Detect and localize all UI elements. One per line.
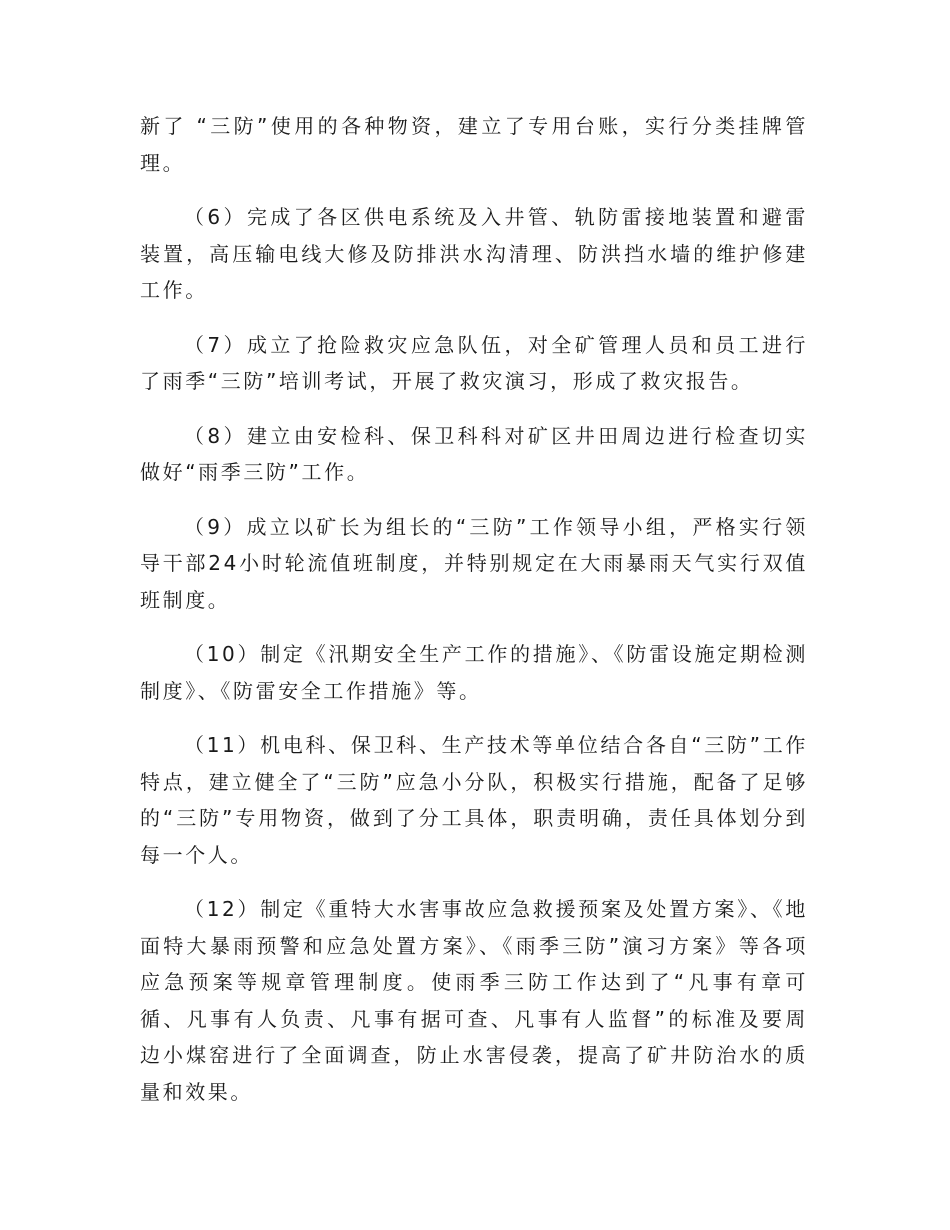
paragraph-item-11: （11）机电科、保卫科、生产技术等单位结合各自“三防”工作特点，建立健全了“三防”应急小分队，积极实行措施，配备了足够的“三防”专用物资，做到了分工具体，职责明确，责任具体划分到每一个人。: [140, 733, 808, 867]
paragraph-item-7: （7）成立了抢险救灾应急队伍，对全矿管理人员和员工进行了雨季“三防”培训考试，开展了救灾演习，形成了救灾报告。: [140, 332, 808, 393]
paragraph-item-12: （12）制定《重特大水害事故应急救援预案及处置方案》、《地面特大暴雨预警和应急处置方案》、《雨季三防”演习方案》等各项应急预案等规章管理制度。使雨季三防工作达到了“凡事有章可循、凡事有人负责、凡事有据可查、凡事有人监督”的标准及要周边小煤窑进行了全面调查，防止水害侵袭，提高了矿井防治水的质量和效果。: [140, 897, 808, 1104]
paragraph-item-6: （6）完成了各区供电系统及入井管、轨防雷接地装置和避雷装置，高压输电线大修及防排洪水沟清理、防洪挡水墙的维护修建工作。: [140, 205, 808, 302]
document-body: [140, 108, 808, 1128]
paragraph-item-8: （8）建立由安检科、保卫科科对矿区井田周边进行检查切实做好“雨季三防”工作。: [140, 423, 808, 484]
paragraph-continuation: 新了 “三防”使用的各种物资，建立了专用台账，实行分类挂牌管理。: [140, 114, 808, 175]
paragraph-item-10: （10）制定《汛期安全生产工作的措施》、《防雷设施定期检测制度》、《防雷安全工作措施》等。: [140, 642, 808, 703]
paragraph-item-9: （9）成立以矿长为组长的“三防”工作领导小组，严格实行领导干部24小时轮流值班制度，并特别规定在大雨暴雨天气实行双值班制度。: [140, 514, 808, 612]
